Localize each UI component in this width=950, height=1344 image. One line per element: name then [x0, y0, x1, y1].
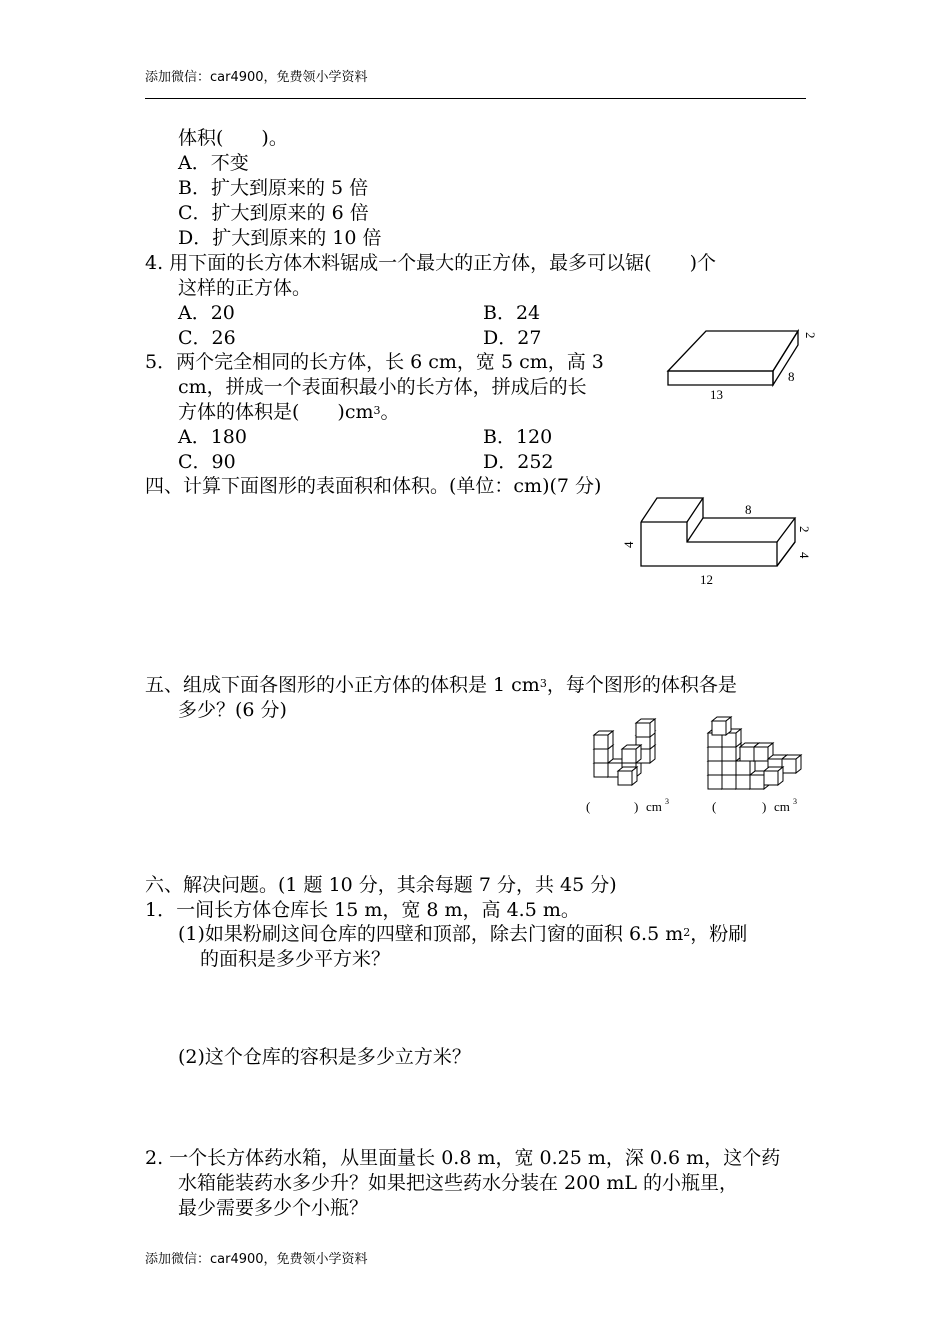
- cap1-open: (: [586, 799, 591, 814]
- header-rule: [145, 98, 806, 99]
- page-footer: 添加微信：car4900，免费领小学资料: [145, 1252, 368, 1267]
- q5-option-d: D．252: [483, 451, 554, 473]
- q5-line2: cm，拼成一个表面积最小的长方体，拼成后的长: [178, 376, 587, 398]
- cap2-close: ): [762, 799, 767, 814]
- q5-option-a: A．180: [178, 426, 247, 448]
- q5-option-b: B．120: [483, 426, 553, 448]
- q4-option-b: B．24: [483, 302, 541, 324]
- q4-option-c: C．26: [178, 327, 236, 349]
- cap2-open: (: [712, 799, 717, 814]
- s6-problem1: 1．一间长方体仓库长 15 m，宽 8 m，高 4.5 m。: [145, 899, 580, 921]
- s6-problem2-line1: 2. 一个长方体药水箱，从里面量长 0.8 m，宽 0.25 m，深 0.6 m，这个药: [145, 1147, 781, 1169]
- q5-line1: 5．两个完全相同的长方体，长 6 cm，宽 5 cm，高 3: [145, 351, 604, 373]
- s6-problem1b: (2)这个仓库的容积是多少立方米？: [178, 1046, 471, 1068]
- q4-dim-height: 2: [803, 332, 818, 339]
- cube-figure-2: [708, 717, 801, 789]
- s4-l-shape-figure: [615, 490, 815, 590]
- s4-dim-right-bottom: 4: [797, 552, 812, 559]
- q5-option-c: C．90: [178, 451, 236, 473]
- s5-line1: 五、组成下面各图形的小正方体的体积是 1 $cm^3$，每个图形的体积各是: [145, 674, 737, 696]
- q4-line2: 这样的正方体。: [178, 277, 312, 299]
- q4-line1: 4. 用下面的长方体木料锯成一个最大的正方体，最多可以锯( )个: [145, 252, 716, 274]
- s4-dim-top: 8: [745, 502, 752, 517]
- cap2-sup: 3: [793, 797, 797, 806]
- s5-line2: 多少？(6 分): [178, 699, 287, 721]
- q3-option-a: A．不变: [178, 152, 249, 174]
- s6-problem1a-line2: 的面积是多少平方米？: [200, 948, 391, 970]
- q4-dim-length: 13: [710, 387, 723, 402]
- q3-option-d: D．扩大到原来的 10 倍: [178, 227, 382, 249]
- s6-problem1a-line1: (1)如果粉刷这间仓库的四壁和顶部，除去门窗的面积 6.5 $m^2$，粉刷: [178, 923, 748, 945]
- cap1-sup: 3: [665, 797, 669, 806]
- s6-problem2-line2: 水箱能装药水多少升？如果把这些药水分装在 200 mL 的小瓶里，: [178, 1172, 739, 1194]
- s6-problem2-line3: 最少需要多少个小瓶？: [178, 1197, 369, 1219]
- q3-tail: 体积( )。: [178, 127, 288, 149]
- cap1-close: ): [634, 799, 639, 814]
- q3-option-c: C．扩大到原来的 6 倍: [178, 202, 369, 224]
- cube-figure-1: [594, 719, 655, 785]
- page-header: 添加微信：car4900，免费领小学资料: [145, 70, 368, 85]
- s5-cube-figures: [580, 715, 810, 820]
- cap1-unit: cm: [646, 799, 662, 814]
- q4-option-a: A．20: [178, 302, 235, 324]
- q4-cuboid-figure: [660, 325, 820, 405]
- s6-title: 六、解决问题。(1 题 10 分，其余每题 7 分，共 45 分): [145, 874, 617, 896]
- s4-title: 四、计算下面图形的表面积和体积。(单位：cm)(7 分): [145, 475, 602, 497]
- s4-dim-right-top: 2: [797, 526, 812, 533]
- cap2-unit: cm: [774, 799, 790, 814]
- q5-line3: 方体的体积是( )$cm^3$。: [178, 401, 400, 423]
- s4-dim-bottom: 12: [700, 572, 713, 587]
- q4-option-d: D．27: [483, 327, 542, 349]
- s4-dim-left: 4: [621, 541, 636, 548]
- q4-dim-width: 8: [788, 369, 795, 384]
- q3-option-b: B．扩大到原来的 5 倍: [178, 177, 369, 199]
